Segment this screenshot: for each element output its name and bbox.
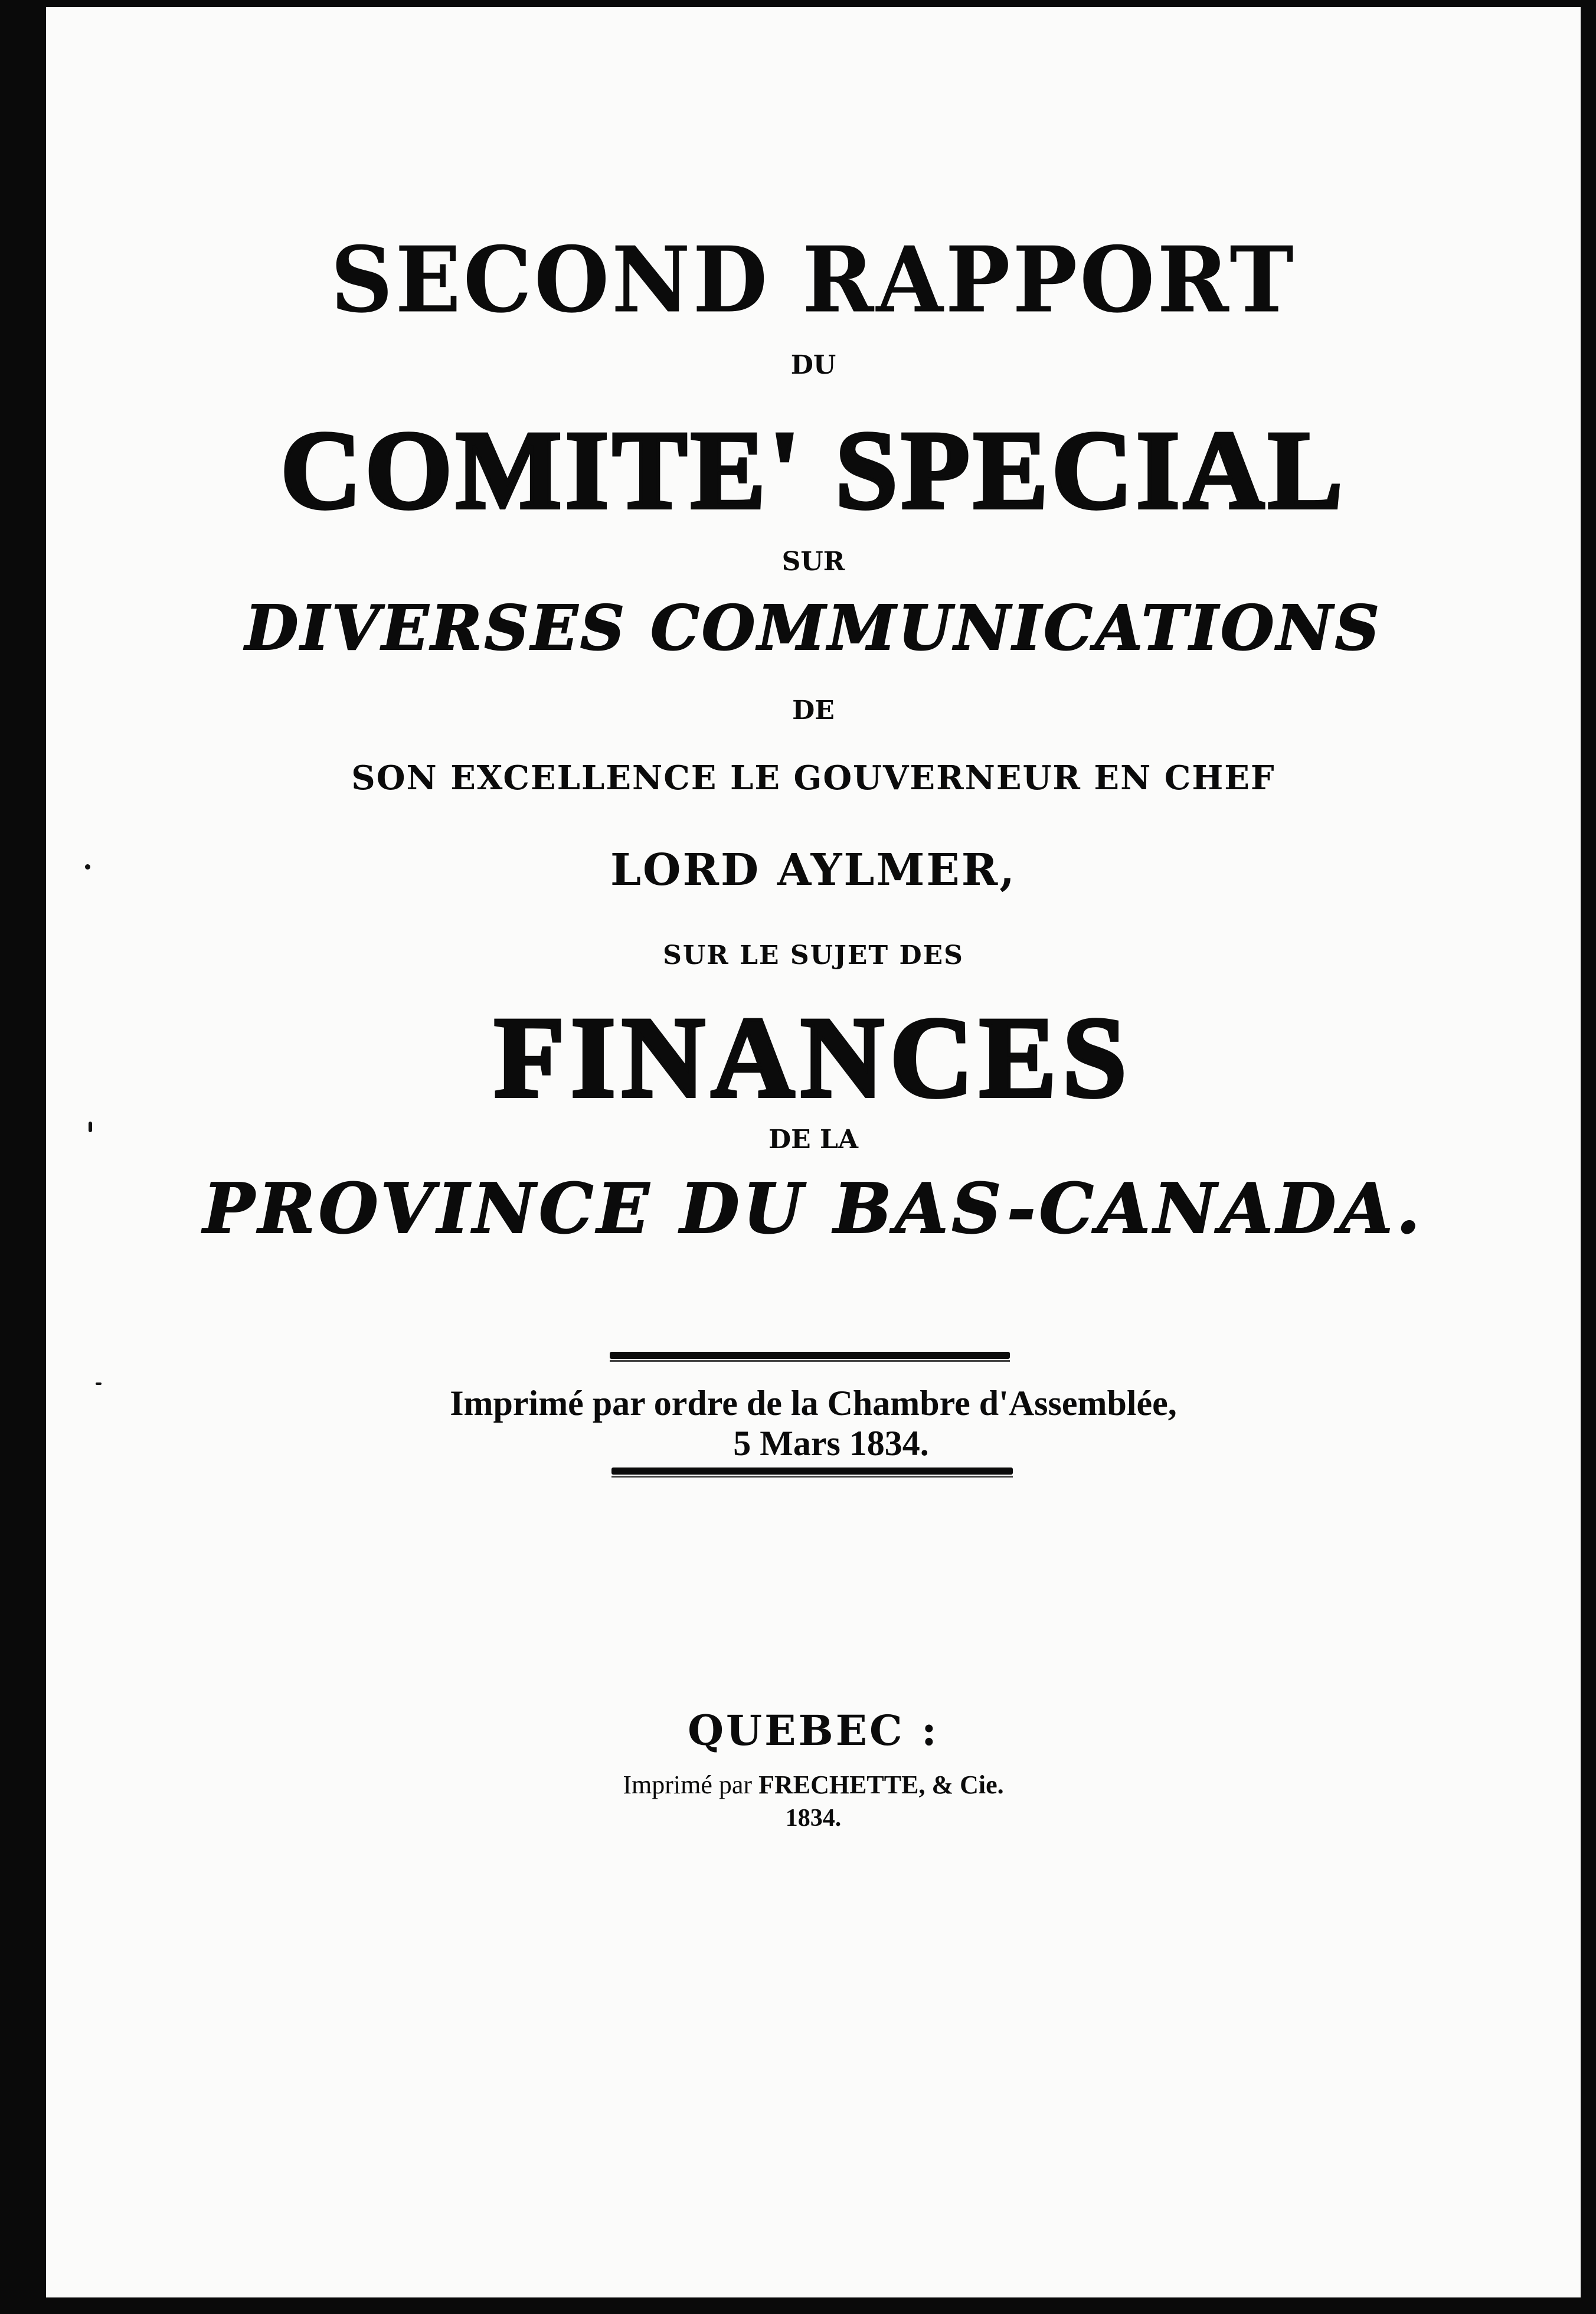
title-line-governor: SON EXCELLENCE LE GOUVERNEUR EN CHEF (351, 759, 1276, 798)
title-line-second-rapport: SECOND RAPPORT (331, 227, 1296, 334)
title-line-du: DU (790, 350, 836, 380)
title-line-lord-aylmer: LORD AYLMER, (610, 845, 1017, 895)
imprint-printer (46, 1772, 1581, 1798)
printing-order-date: 5 Mars 1834. (733, 1424, 929, 1463)
printing-order-line: Imprimé par ordre de la Chambre d'Assemblée, (450, 1384, 1177, 1423)
title-line-sur-le-sujet: SUR LE SUJET DES (663, 940, 964, 970)
title-line-province: PROVINCE DU BAS-CANADA. (203, 1169, 1424, 1249)
imprint-place: QUEBEC : (688, 1706, 939, 1755)
bottom-double-rule (611, 1468, 1013, 1475)
ink-speck (96, 1382, 102, 1385)
title-line-comite-special: COMITE' SPECIAL (280, 408, 1346, 532)
imprint-year: 1834. (785, 1805, 842, 1832)
imprint-printer-prefix: Imprimé par (623, 1770, 753, 1799)
title-line-sur: SUR (781, 547, 845, 577)
imprint-printer-name: FRECHETTE, & Cie. (758, 1770, 1004, 1799)
title-line-de-la: DE LA (768, 1125, 859, 1155)
title-line-diverses-communications: DIVERSES COMMUNICATIONS (245, 591, 1382, 664)
title-line-finances: FINANCES (494, 993, 1133, 1122)
title-page (46, 7, 1581, 2297)
title-line-de: DE (792, 695, 835, 725)
top-double-rule (610, 1352, 1010, 1359)
